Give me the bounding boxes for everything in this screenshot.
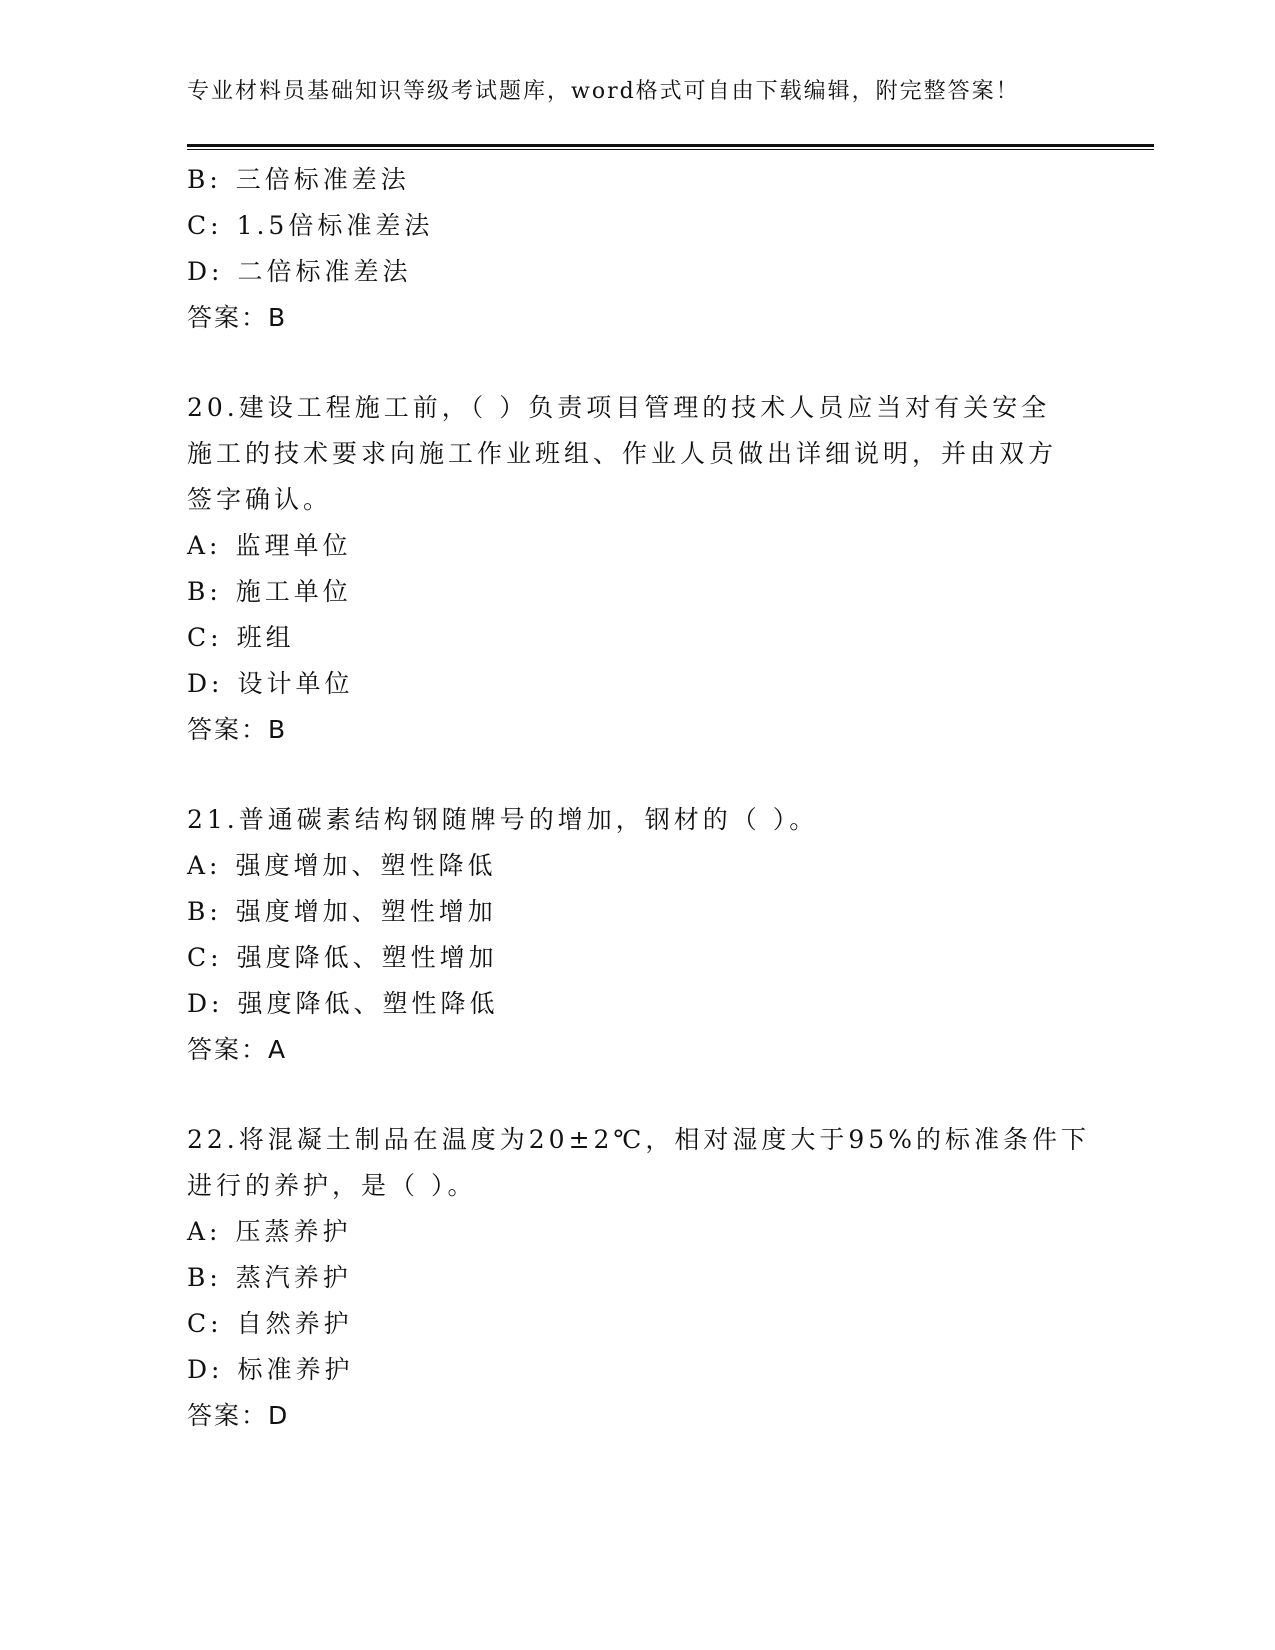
header-rule <box>187 144 1154 150</box>
option-b: B: 强度增加、塑性增加 <box>187 897 497 926</box>
option-d: D: 设计单位 <box>187 669 354 698</box>
question-stem-line: 21.普通碳素结构钢随牌号的增加，钢材的（ ）。 <box>187 805 819 834</box>
option-d: D: 二倍标准差法 <box>187 257 412 286</box>
question-stem-line: 签字确认。 <box>187 485 333 514</box>
option-d: D: 强度降低、塑性降低 <box>187 989 499 1018</box>
question-stem-line: 20.建设工程施工前，（ ）负责项目管理的技术人员应当对有关安全 <box>187 393 1051 422</box>
answer: 答案：A <box>187 1035 288 1064</box>
question-stem-line: 22.将混凝土制品在温度为20±2℃，相对湿度大于95%的标准条件下 <box>187 1125 1090 1154</box>
question-stem-line: 施工的技术要求向施工作业班组、作业人员做出详细说明，并由双方 <box>187 439 1058 468</box>
answer: 答案：B <box>187 715 288 744</box>
answer: 答案：D <box>187 1401 290 1430</box>
option-a: A: 强度增加、塑性降低 <box>187 851 497 880</box>
page-header: 专业材料员基础知识等级考试题库，word格式可自由下载编辑，附完整答案！ <box>187 79 1020 104</box>
option-a: A: 压蒸养护 <box>187 1217 352 1246</box>
option-b: B: 三倍标准差法 <box>187 165 410 194</box>
question-20 <box>187 385 1087 753</box>
option-a: A: 监理单位 <box>187 531 352 560</box>
answer: 答案：B <box>187 303 288 332</box>
option-b: B: 施工单位 <box>187 577 352 606</box>
option-d: D: 标准养护 <box>187 1355 354 1384</box>
option-b: B: 蒸汽养护 <box>187 1263 352 1292</box>
question-19-tail <box>187 157 1087 341</box>
document-body <box>187 157 1090 1439</box>
question-22 <box>187 1117 1090 1439</box>
question-21 <box>187 797 1087 1073</box>
question-stem-line: 进行的养护，是（ ）。 <box>187 1171 477 1200</box>
option-c: C: 1.5倍标准差法 <box>187 211 434 240</box>
option-c: C: 自然养护 <box>187 1309 353 1338</box>
option-c: C: 班组 <box>187 623 295 652</box>
option-c: C: 强度降低、塑性增加 <box>187 943 498 972</box>
